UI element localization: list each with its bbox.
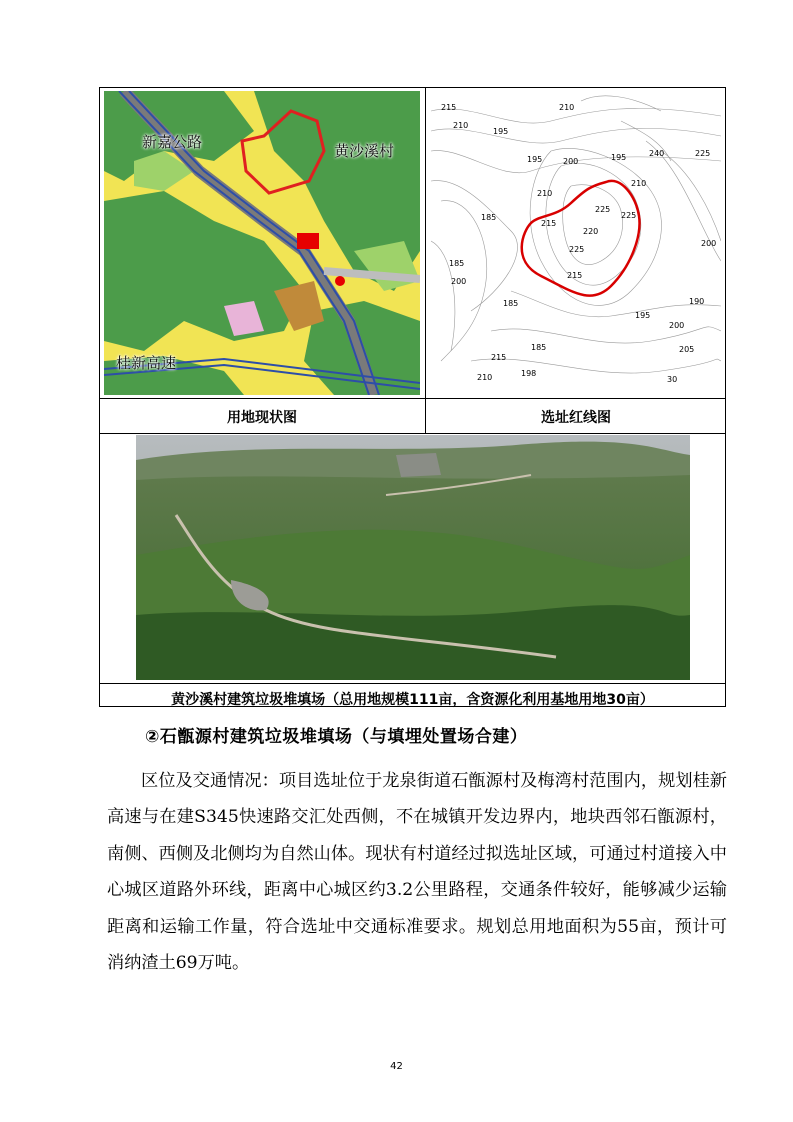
table-divider <box>99 398 726 399</box>
contour-label: 198 <box>521 369 537 378</box>
map-label-road: 新嘉公路 <box>142 133 203 151</box>
contour-label: 30 <box>667 375 678 384</box>
contour-label: 195 <box>635 311 651 320</box>
contour-label: 200 <box>563 157 579 166</box>
contour-label: 185 <box>481 213 497 222</box>
contour-label: 215 <box>441 103 457 112</box>
contour-label: 220 <box>583 227 599 236</box>
table-divider-vertical <box>425 87 426 433</box>
body-paragraph: 区位及交通情况：项目选址位于龙泉街道石甑源村及梅湾村范围内，规划桂新高速与在建S345快速路交汇处西侧，不在城镇开发边界内，地块西邻石甑源村，南侧、西侧及北侧均为自然山体。现状有村道经过拟选址区域，可通过村道接入中心城区道路外环线，距离中心城区约3.2公里路程，交通条件较好，能够减少运输距离和运输工作量，符合选址中交通标准要求。规划总用地面积为55亩，预计可消纳渣土69万吨。 <box>107 771 727 974</box>
contour-label: 215 <box>491 353 507 362</box>
contour-label: 185 <box>531 343 547 352</box>
table-divider <box>99 433 726 434</box>
contour-label: 200 <box>701 239 717 248</box>
page-number: 42 <box>390 1061 403 1072</box>
contour-label: 200 <box>451 277 467 286</box>
photo-caption: 黄沙溪村建筑垃圾堆填场（总用地规模111亩，含资源化利用基地用地30亩） <box>171 692 654 708</box>
map-label-highway: 桂新高速 <box>116 354 177 372</box>
map-label-village: 黄沙溪村 <box>334 142 395 160</box>
contour-label: 195 <box>493 127 509 136</box>
contour-label: 210 <box>453 121 469 130</box>
body-text <box>107 763 727 981</box>
table-divider <box>99 683 726 684</box>
section-heading: ②石甑源村建筑垃圾堆填场（与填埋处置场合建） <box>145 727 528 747</box>
contour-label: 205 <box>679 345 695 354</box>
contour-label: 225 <box>621 211 637 220</box>
contour-label: 215 <box>541 219 557 228</box>
contour-label: 200 <box>669 321 685 330</box>
contour-label: 190 <box>689 297 705 306</box>
contour-label: 215 <box>567 271 583 280</box>
contour-map-graphic <box>431 91 721 395</box>
contour-label: 185 <box>503 299 519 308</box>
site-redline-map <box>431 91 721 395</box>
contour-label: 225 <box>595 205 611 214</box>
contour-label: 210 <box>537 189 553 198</box>
contour-label: 195 <box>527 155 543 164</box>
contour-label: 225 <box>569 245 585 254</box>
aerial-photo <box>136 435 690 680</box>
contour-label: 210 <box>477 373 493 382</box>
aerial-photo-graphic <box>136 435 690 680</box>
contour-label: 210 <box>631 179 647 188</box>
contour-label: 185 <box>449 259 465 268</box>
contour-label: 195 <box>611 153 627 162</box>
land-use-map <box>104 91 420 395</box>
contour-label: 210 <box>559 103 575 112</box>
caption-redline: 选址红线图 <box>541 410 611 426</box>
caption-land-use: 用地现状图 <box>227 410 297 426</box>
contour-label: 225 <box>695 149 711 158</box>
contour-label: 240 <box>649 149 665 158</box>
